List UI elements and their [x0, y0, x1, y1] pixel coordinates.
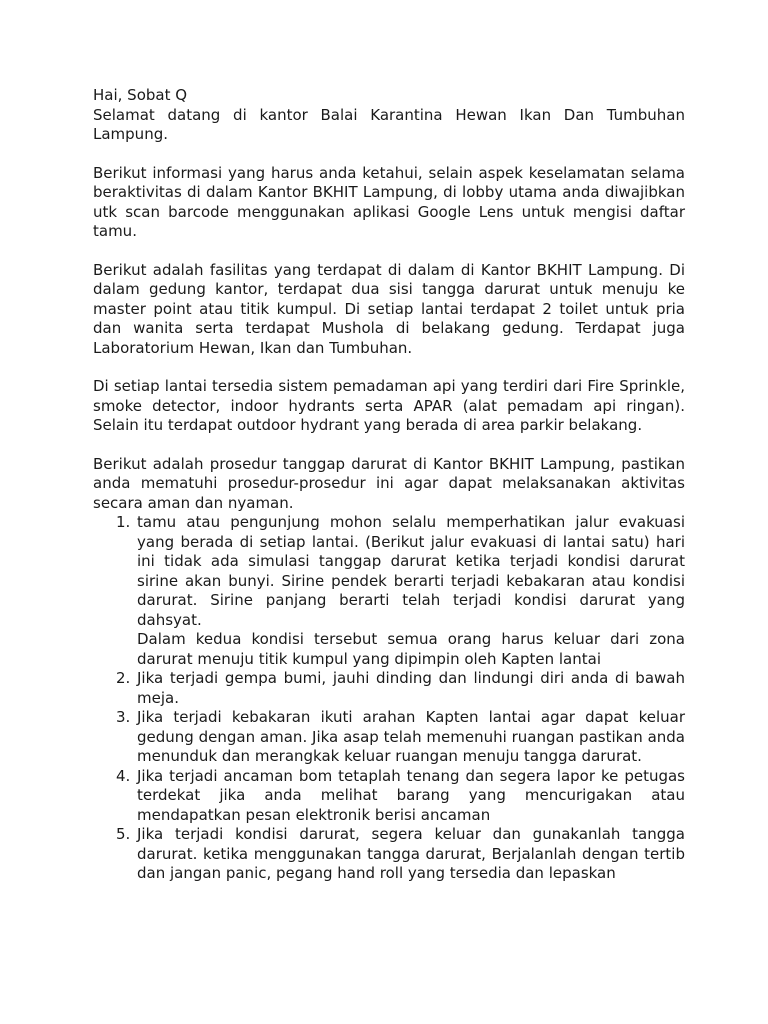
- procedure-item: [93, 767, 685, 826]
- procedure-list: [93, 513, 685, 884]
- procedure-continuation: Dalam kedua kondisi tersebut semua orang harus keluar dari zona darurat menuju titik kumpul yang dipimpin oleh Kapten lantai: [137, 630, 685, 668]
- procedure-number: 5.: [116, 825, 131, 843]
- paragraph-fire-system: Di setiap lantai tersedia sistem pemadaman api yang terdiri dari Fire Sprinkle, smoke detector, indoor hydrants serta APAR (alat pemadam api ringan). Selain itu terdapat outdoor hydrant yang berada di area parkir belakang.: [93, 377, 685, 434]
- welcome-text: Selamat datang di kantor Balai Karantina Hewan Ikan Dan Tumbuhan Lampung.: [93, 105, 685, 143]
- greeting-text: Hai, Sobat Q: [93, 86, 188, 104]
- procedure-text: Jika terjadi ancaman bom tetaplah tenang dan segera lapor ke petugas terdekat jika anda melihat barang yang mencurigakan atau mendapatkan pesan elektronik berisi ancaman: [137, 766, 685, 824]
- procedure-item: [93, 513, 685, 669]
- procedure-number: 3.: [116, 708, 131, 726]
- procedure-item: [93, 825, 685, 884]
- procedure-text: Jika terjadi kondisi darurat, segera keluar dan gunakanlah tangga darurat. ketika menggunakan tangga darurat, Berjalanlah dengan tertib dan jangan panic, pegang hand roll yang tersedia dan lepaskan: [137, 825, 685, 882]
- procedure-text: tamu atau pengunjung mohon selalu memperhatikan jalur evakuasi yang berada di setiap lantai. (Berikut jalur evakuasi di lantai satu) hari ini tidak ada simulasi tanggap darurat ketika terjadi kondisi darurat sirine akan bunyi. Sirine pendek berarti terjadi kebakaran atau kondisi darurat. Sirine panjang berarti telah terjadi kondisi darurat yang dahsyat.: [137, 513, 685, 629]
- document-page: [93, 86, 685, 884]
- procedure-item: [93, 708, 685, 767]
- paragraph-guest-registration: Berikut informasi yang harus anda ketahui, selain aspek keselamatan selama beraktivitas di dalam Kantor BKHIT Lampung, di lobby utama anda diwajibkan utk scan barcode menggunakan aplikasi Google Lens untuk mengisi daftar tamu.: [93, 163, 685, 240]
- paragraph-emergency-intro: Berikut adalah prosedur tanggap darurat di Kantor BKHIT Lampung, pastikan anda mematuhi prosedur-prosedur ini agar dapat melaksanakan aktivitas secara aman dan nyaman.: [93, 454, 685, 512]
- procedure-number: 2.: [116, 669, 131, 687]
- procedure-number: 1.: [116, 513, 131, 531]
- procedure-item: [93, 669, 685, 708]
- paragraph-facilities: Berikut adalah fasilitas yang terdapat di dalam di Kantor BKHIT Lampung. Di dalam gedung kantor, terdapat dua sisi tangga darurat untuk menuju ke master point atau titik kumpul. Di setiap lantai terdapat 2 toilet untuk pria dan wanita serta terdapat Mushola di belakang gedung. Terdapat juga Laboratorium Hewan, Ikan dan Tumbuhan.: [93, 260, 685, 357]
- procedure-text: Jika terjadi gempa bumi, jauhi dinding dan lindungi diri anda di bawah meja.: [137, 669, 685, 707]
- procedure-number: 4.: [116, 766, 131, 785]
- procedure-text: Jika terjadi kebakaran ikuti arahan Kapten lantai agar dapat keluar gedung dengan aman. Jika asap telah memenuhi ruangan pastikan anda menunduk dan merangkak keluar ruangan menuju tangga darurat.: [137, 708, 685, 765]
